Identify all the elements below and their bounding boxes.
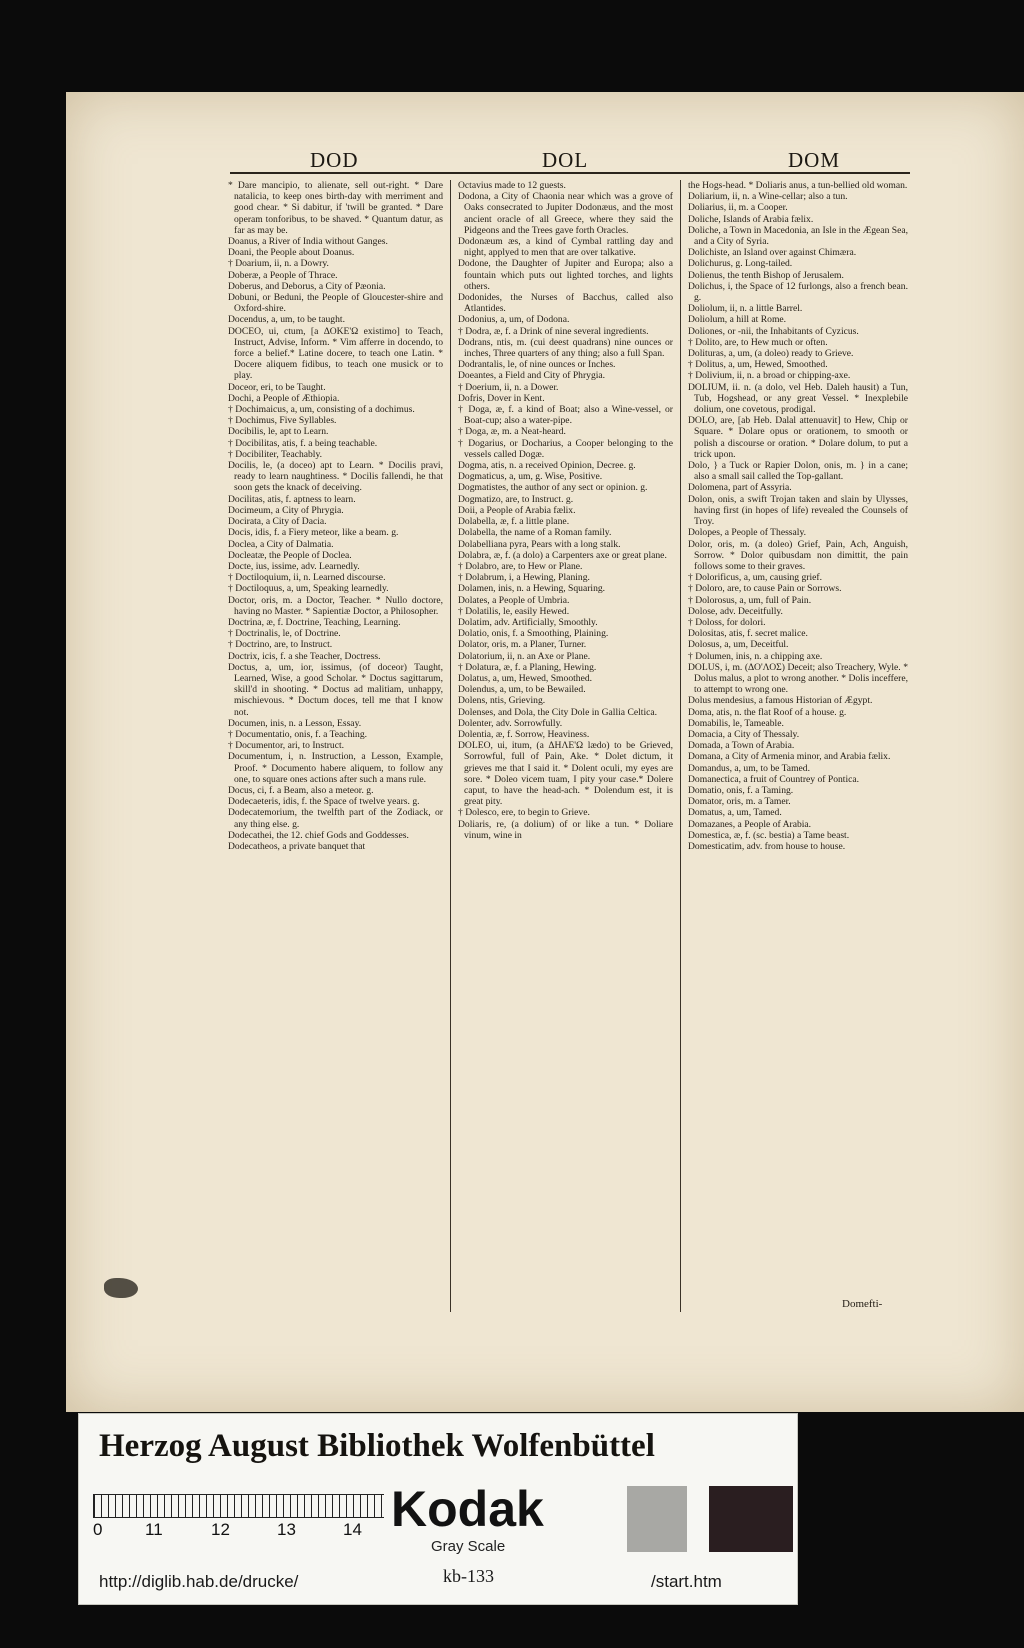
- dictionary-entry: Doliolum, ii, n. a little Barrel.: [688, 303, 803, 315]
- dictionary-entry: Docte, ius, issime, adv. Learnedly.: [228, 560, 360, 572]
- dictionary-entry: Dodrans, ntis, m. (cui deest quadrans) nine ounces or inches, Three quarters of any thing; also a full Span.: [458, 336, 673, 360]
- dictionary-entry: Dobuni, or Beduni, the People of Gloucester-shire and Oxford-shire.: [228, 292, 443, 315]
- dictionary-entry: Dolor, oris, m. (a doleo) Grief, Pain, Ach, Anguish, Sorrow. * Dolor quibusdam non dimittit, the pain follows some to their graves.: [688, 538, 908, 572]
- dictionary-entry: DOLEO, ui, itum, (a ΔΗΛΕ'Ω lædo) to be Grieved, Sorrowful, full of Pain, Ake. * Dolet dictum, it grieves me that I said it. * Dolent oculi, my eyes are sore. * Doleo vicem tuam, I pity your case.* Dolere caput, to have the head-ach. * Dolendum est, it is great pity.: [458, 740, 673, 808]
- dictionary-entry: Domatus, a, um, Tamed.: [688, 807, 782, 819]
- dictionary-entry: Dogmaticus, a, um, g. Wise, Positive.: [458, 471, 603, 483]
- dictionary-entry: Dogmatistes, the author of any sect or opinion. g.: [458, 482, 648, 494]
- dictionary-entry: Doclea, a City of Dalmatia.: [228, 538, 334, 550]
- ink-stain: [104, 1278, 138, 1298]
- column-middle: [458, 180, 673, 1310]
- dictionary-entry: DOLIUM, ii. n. (a dolo, vel Heb. Daleh hausit) a Tun, Tub, Hogshead, or any great Vessel. * Inexplebile dolium, one covetous, prodigal.: [688, 381, 908, 416]
- dictionary-entry: Dolabelliana pyra, Pears with a long stalk.: [458, 538, 621, 550]
- dictionary-entry: Dodonides, the Nurses of Bacchus, called also Atlantides.: [458, 292, 673, 315]
- dictionary-entry: Domabilis, le, Tameable.: [688, 717, 784, 729]
- dictionary-entry: Domatio, onis, f. a Taming.: [688, 784, 794, 796]
- dictionary-entry: DOLO, are, [ab Heb. Dalal attenuavit] to Hew, Chip or Square. * Dolare opus or orationem, to smooth or polish a discourse or oration. * Dolare dolum, to put a trick upon.: [688, 415, 908, 460]
- dictionary-entry: † Dolivium, ii, n. a broad or chipping-axe.: [688, 370, 851, 382]
- dictionary-entry: Dolabella, æ, f. a little plane.: [458, 516, 570, 528]
- column-left: [228, 180, 443, 1310]
- dictionary-entry: Dolatio, onis, f. a Smoothing, Plaining.: [458, 628, 609, 640]
- dictionary-entry: Dolichurus, g. Long-tailed.: [688, 258, 793, 270]
- dictionary-entry: Octavius made to 12 guests.: [458, 180, 566, 191]
- dictionary-entry: † Dochimaicus, a, um, consisting of a dochimus.: [228, 404, 415, 416]
- dictionary-entry: Dolichiste, an Island over against Chimæra.: [688, 247, 857, 259]
- dictionary-entry: Dolatim, adv. Artificially, Smoothly.: [458, 616, 598, 628]
- ruler-number: 0: [93, 1520, 103, 1539]
- dictionary-entry: Doberæ, a People of Thrace.: [228, 269, 338, 281]
- column-right: [688, 180, 908, 1310]
- dictionary-entry: Dofris, Dover in Kent.: [458, 392, 545, 404]
- dictionary-entry: Dodone, the Daughter of Jupiter and Europa; also a fountain which puts out lighted torches, and lights others.: [458, 258, 673, 292]
- dictionary-entry: Dolenses, and Dola, the City Dole in Gallia Celtica.: [458, 706, 658, 718]
- ruler-number: 13: [277, 1520, 296, 1539]
- kodak-logo: Kodak: [391, 1481, 544, 1537]
- dictionary-entry: Doma, atis, n. the flat Roof of a house. g.: [688, 706, 847, 718]
- dictionary-entry: † Documentatio, onis, f. a Teaching.: [228, 728, 368, 740]
- dictionary-entry: Dolus mendesius, a famous Historian of Ægypt.: [688, 695, 873, 707]
- dictionary-entry: Dochi, a People of Æthiopia.: [228, 392, 340, 404]
- dictionary-entry: † Dolabro, are, to Hew or Plane.: [458, 560, 583, 572]
- dictionary-entry: † Doga, æ, m. a Neat-heard.: [458, 426, 566, 438]
- header-middle: DOL: [542, 148, 589, 172]
- dictionary-entry: Doani, the People about Doanus.: [228, 247, 355, 259]
- dictionary-entry: Docus, ci, f. a Beam, also a meteor. g.: [228, 784, 374, 796]
- gray-swatch: [627, 1486, 687, 1552]
- dark-swatch: [709, 1486, 793, 1552]
- dictionary-entry: Doliarium, ii, n. a Wine-cellar; also a tun.: [688, 191, 848, 203]
- column-divider: [450, 180, 451, 1312]
- library-target-label: [78, 1413, 798, 1605]
- dictionary-entry: Dolens, ntis, Grieving.: [458, 695, 546, 707]
- dictionary-entry: Dolatus, a, um, Hewed, Smoothed.: [458, 672, 593, 684]
- dictionary-entry: Domacia, a City of Thessaly.: [688, 728, 800, 740]
- dictionary-entry: † Dolabrum, i, a Hewing, Planing.: [458, 572, 590, 584]
- dictionary-entry: Dodecatheos, a private banquet that: [228, 840, 366, 852]
- dictionary-entry: Doeantes, a Field and City of Phrygia.: [458, 370, 606, 382]
- dictionary-entry: Doanus, a River of India without Ganges.: [228, 236, 388, 248]
- dictionary-entry: Dolo, } a Tuck or Rapier Dolon, onis, m. } in a cane; also a small sail called the Top-gallant.: [688, 460, 908, 483]
- dictionary-entry: Dodecaeteris, idis, f. the Space of twelve years. g.: [228, 796, 420, 808]
- dictionary-entry: † Dochimus, Five Syllables.: [228, 415, 337, 427]
- dictionary-entry: † Docibilitas, atis, f. a being teachable.: [228, 437, 378, 449]
- dictionary-entry: Domator, oris, m. a Tamer.: [688, 796, 791, 808]
- dictionary-entry: † Doloss, for dolori.: [688, 616, 766, 628]
- dictionary-entry: Dodonæum æs, a kind of Cymbal rattling day and night, applyed to men that are over talkative.: [458, 236, 673, 259]
- dictionary-entry: Docendus, a, um, to be taught.: [228, 314, 345, 326]
- library-name: Herzog August Bibliothek Wolfenbüttel: [99, 1428, 655, 1464]
- dictionary-entry: Doii, a People of Arabia fælix.: [458, 504, 576, 516]
- header-rule: [230, 172, 910, 174]
- dictionary-entry: * Dare mancipio, to alienate, sell out-right. * Dare natalicia, to keep ones birth-day with merriment and good chear. * Si dabitur, if 'twill be granted. * Dare operam tonforibus, to be shaved. * Quantum datur, as far as may be.: [228, 180, 443, 236]
- dictionary-entry: Docleatæ, the People of Doclea.: [228, 549, 352, 561]
- dictionary-entry: Doliones, or -nii, the Inhabitants of Cyzicus.: [688, 325, 859, 337]
- dictionary-entry: Doctus, a, um, ior, issimus, (of doceor) Taught, Learned, Wise, a good Scholar. * Doctus sagittarum, skill'd in shooting. * Doctus ad malitiam, unhappy, mischievous. * Doctum doces, tell me that I know not.: [228, 661, 443, 718]
- dictionary-entry: Dolichus, i, the Space of 12 furlongs, also a french bean. g.: [688, 280, 908, 304]
- dictionary-entry: Docis, idis, f. a Fiery meteor, like a beam. g.: [228, 527, 399, 539]
- dictionary-entry: Dodona, a City of Chaonia near which was a grove of Oaks consecrated to Jupiter Dodonæus, and the most ancient oracle of all Greece, where they said the Pidgeons and the Trees gave forth Oracles.: [458, 191, 673, 236]
- dictionary-entry: Dogmatizo, are, to Instruct. g.: [458, 493, 574, 505]
- dictionary-entry: Dolator, oris, m. a Planer, Turner.: [458, 639, 587, 651]
- dictionary-entry: Doctrix, icis, f. a she Teacher, Doctress.: [228, 650, 381, 662]
- ruler-ticks: [93, 1494, 384, 1518]
- dictionary-entry: † Dolorosus, a, um, full of Pain.: [688, 594, 812, 606]
- dictionary-entry: Domandus, a, um, to be Tamed.: [688, 762, 810, 774]
- dictionary-entry: † Docibiliter, Teachably.: [228, 448, 323, 460]
- dictionary-entry: † Dodra, æ, f. a Drink of nine several ingredients.: [458, 325, 649, 337]
- dictionary-entry: DOLUS, i, m. (ΔΟ'ΛΟΣ) Deceit; also Treachery, Wyle. * Dolus malus, a plot to wrong another. * Dolis inceffere, to attempt to wrong one.: [688, 661, 908, 696]
- dictionary-entry: † Doerium, ii, n. a Dower.: [458, 381, 559, 393]
- dictionary-entry: Dolentia, æ, f. Sorrow, Heaviness.: [458, 728, 590, 740]
- dictionary-entry: † Dogarius, or Docharius, a Cooper belonging to the vessels called Dogæ.: [458, 437, 673, 460]
- dictionary-entry: † Doga, æ, f. a kind of Boat; also a Wine-vessel, or Boat-cup; also a water-pipe.: [458, 404, 673, 427]
- dictionary-entry: Documen, inis, n. a Lesson, Essay.: [228, 717, 362, 729]
- dictionary-entry: † Doctiloquium, ii, n. Learned discourse.: [228, 572, 386, 584]
- dictionary-entry: DOCEO, ui, ctum, [a ΔΟΚΕ'Ω existimo] to Teach, Instruct, Advise, Inform. * Vim afferre in docendo, to force a belief.* Latine docere, to teach one Latin. * Docere aliquem fidibus, to teach one musick or to play.: [228, 325, 443, 382]
- dictionary-entry: Domana, a City of Armenia minor, and Arabia fælix.: [688, 751, 891, 763]
- dictionary-entry: Docibilis, le, apt to Learn.: [228, 426, 329, 438]
- column-divider: [680, 180, 681, 1312]
- ruler-number: 14: [343, 1520, 362, 1539]
- dictionary-entry: † Doloro, are, to cause Pain or Sorrows.: [688, 583, 842, 595]
- running-heads: [226, 148, 896, 174]
- dictionary-entry: Doctor, oris, m. a Doctor, Teacher. * Nullo doctore, having no Master. * Sapientiæ Doctor, a Philosopher.: [228, 594, 443, 617]
- dictionary-entry: Doliolum, a hill at Rome.: [688, 314, 787, 326]
- dictionary-entry: † Doctiloquus, a, um, Speaking learnedly.: [228, 583, 389, 595]
- dictionary-entry: Dolomena, part of Assyria.: [688, 482, 792, 494]
- dictionary-entry: † Dolorificus, a, um, causing grief.: [688, 572, 823, 584]
- dictionary-entry: † Dolumen, inis, n. a chipping axe.: [688, 650, 823, 662]
- dictionary-entry: Doberus, and Deborus, a City of Pæonia.: [228, 280, 386, 292]
- dictionary-entry: Dolopes, a People of Thessaly.: [688, 527, 807, 539]
- dictionary-entry: Doliarius, ii, m. a Cooper.: [688, 202, 788, 214]
- dictionary-entry: † Doctrino, are, to Instruct.: [228, 639, 333, 651]
- dictionary-entry: Dolose, adv. Deceitfully.: [688, 605, 783, 617]
- dictionary-entry: Dolositas, atis, f. secret malice.: [688, 628, 808, 640]
- dictionary-entry: Docimeum, a City of Phrygia.: [228, 504, 344, 516]
- dictionary-entry: Dodrantalis, le, of nine ounces or Inches.: [458, 359, 616, 371]
- dictionary-entry: Dolienus, the tenth Bishop of Jerusalem.: [688, 269, 844, 281]
- dictionary-entry: Dolon, onis, a swift Trojan taken and slain by Ulysses, having first (in hopes of life) revealed the Counsels of Troy.: [688, 493, 908, 528]
- dictionary-entry: the Hogs-head. * Doliaris anus, a tun-bellied old woman.: [688, 180, 908, 191]
- ruler-number: 12: [211, 1520, 230, 1539]
- dictionary-entry: Domada, a Town of Arabia.: [688, 740, 795, 752]
- dictionary-entry: Dolosus, a, um, Deceitful.: [688, 639, 789, 651]
- dictionary-entry: Dodecatemorium, the twelfth part of the Zodiack, or any thing else. g.: [228, 807, 443, 830]
- dictionary-entry: † Dolitus, a, um, Hewed, Smoothed.: [688, 359, 828, 371]
- dictionary-entry: Domestica, æ, f. (sc. bestia) a Tame beast.: [688, 829, 850, 841]
- catchword: Domefti-: [842, 1298, 883, 1310]
- gray-scale-label: Gray Scale: [431, 1538, 506, 1555]
- dictionary-entry: † Doctrinalis, le, of Doctrine.: [228, 628, 341, 640]
- dictionary-entry: Doceor, eri, to be Taught.: [228, 381, 326, 393]
- dictionary-entry: Doliche, a Town in Macedonia, an Isle in the Ægean Sea, and a City of Syria.: [688, 224, 908, 248]
- dictionary-entry: Dodecathei, the 12. chief Gods and Goddesses.: [228, 829, 409, 841]
- header-right: DOM: [788, 148, 841, 172]
- shelfmark: kb-133: [443, 1566, 494, 1586]
- dictionary-entry: Dolamen, inis, n. a Hewing, Squaring.: [458, 583, 606, 595]
- dictionary-entry: Documentum, i, n. Instruction, a Lesson, Example, Proof. * Documento habere aliquem, to follow any one, to square ones actions after such a mans rule.: [228, 751, 443, 785]
- dictionary-entry: Dolituras, a, um, (a doleo) ready to Grieve.: [688, 348, 854, 360]
- header-left: DOD: [310, 148, 359, 172]
- dictionary-entry: Domazanes, a People of Arabia.: [688, 818, 812, 830]
- dictionary-entry: Domesticatim, adv. from house to house.: [688, 840, 846, 852]
- dictionary-entry: Dolenter, adv. Sorrowfully.: [458, 717, 563, 729]
- dictionary-entry: Docilitas, atis, f. aptness to learn.: [228, 493, 356, 505]
- dictionary-entry: † Dolatura, æ, f. a Planing, Hewing.: [458, 661, 597, 673]
- dictionary-entry: † Dolatilis, le, easily Hewed.: [458, 605, 570, 617]
- dictionary-entry: Dolendus, a, um, to be Bewailed.: [458, 684, 586, 696]
- dictionary-entry: Dolates, a People of Umbria.: [458, 594, 570, 606]
- dictionary-entry: Dodonius, a, um, of Dodona.: [458, 314, 570, 326]
- dictionary-entry: Dogma, atis, n. a received Opinion, Decree. g.: [458, 460, 636, 472]
- ruler-number: 11: [145, 1520, 163, 1539]
- dictionary-entry: Doctrina, æ, f. Doctrine, Teaching, Learning.: [228, 616, 401, 628]
- dictionary-entry: Dolatorium, ii, n. an Axe or Plane.: [458, 650, 591, 662]
- url-left: http://diglib.hab.de/drucke/: [99, 1572, 299, 1591]
- dictionary-entry: Domanectica, a fruit of Countrey of Pontica.: [688, 773, 860, 785]
- dictionary-entry: Dolabella, the name of a Roman family.: [458, 527, 612, 539]
- dictionary-entry: Docilis, le, (a doceo) apt to Learn. * Docilis pravi, ready to learn naughtiness. * Docilis fallendi, he that soon gets the knack of deceiving.: [228, 460, 443, 494]
- url-right: /start.htm: [651, 1572, 722, 1591]
- dictionary-entry: † Doarium, ii, n. a Dowry.: [228, 258, 329, 270]
- dictionary-entry: Doliaris, re, (a dolium) of or like a tun. * Doliare vinum, wine in: [458, 818, 673, 841]
- dictionary-entry: † Dolito, are, to Hew much or often.: [688, 336, 828, 348]
- dictionary-entry: Docirata, a City of Dacia.: [228, 516, 327, 528]
- dictionary-entry: Doliche, Islands of Arabia fælix.: [688, 213, 814, 225]
- dictionary-entry: † Dolesco, ere, to begin to Grieve.: [458, 807, 590, 819]
- dictionary-entry: Dolabra, æ, f. (a dolo) a Carpenters axe or great plane.: [458, 549, 667, 561]
- measurement-ruler: [93, 1494, 383, 1539]
- dictionary-entry: † Documentor, ari, to Instruct.: [228, 740, 345, 752]
